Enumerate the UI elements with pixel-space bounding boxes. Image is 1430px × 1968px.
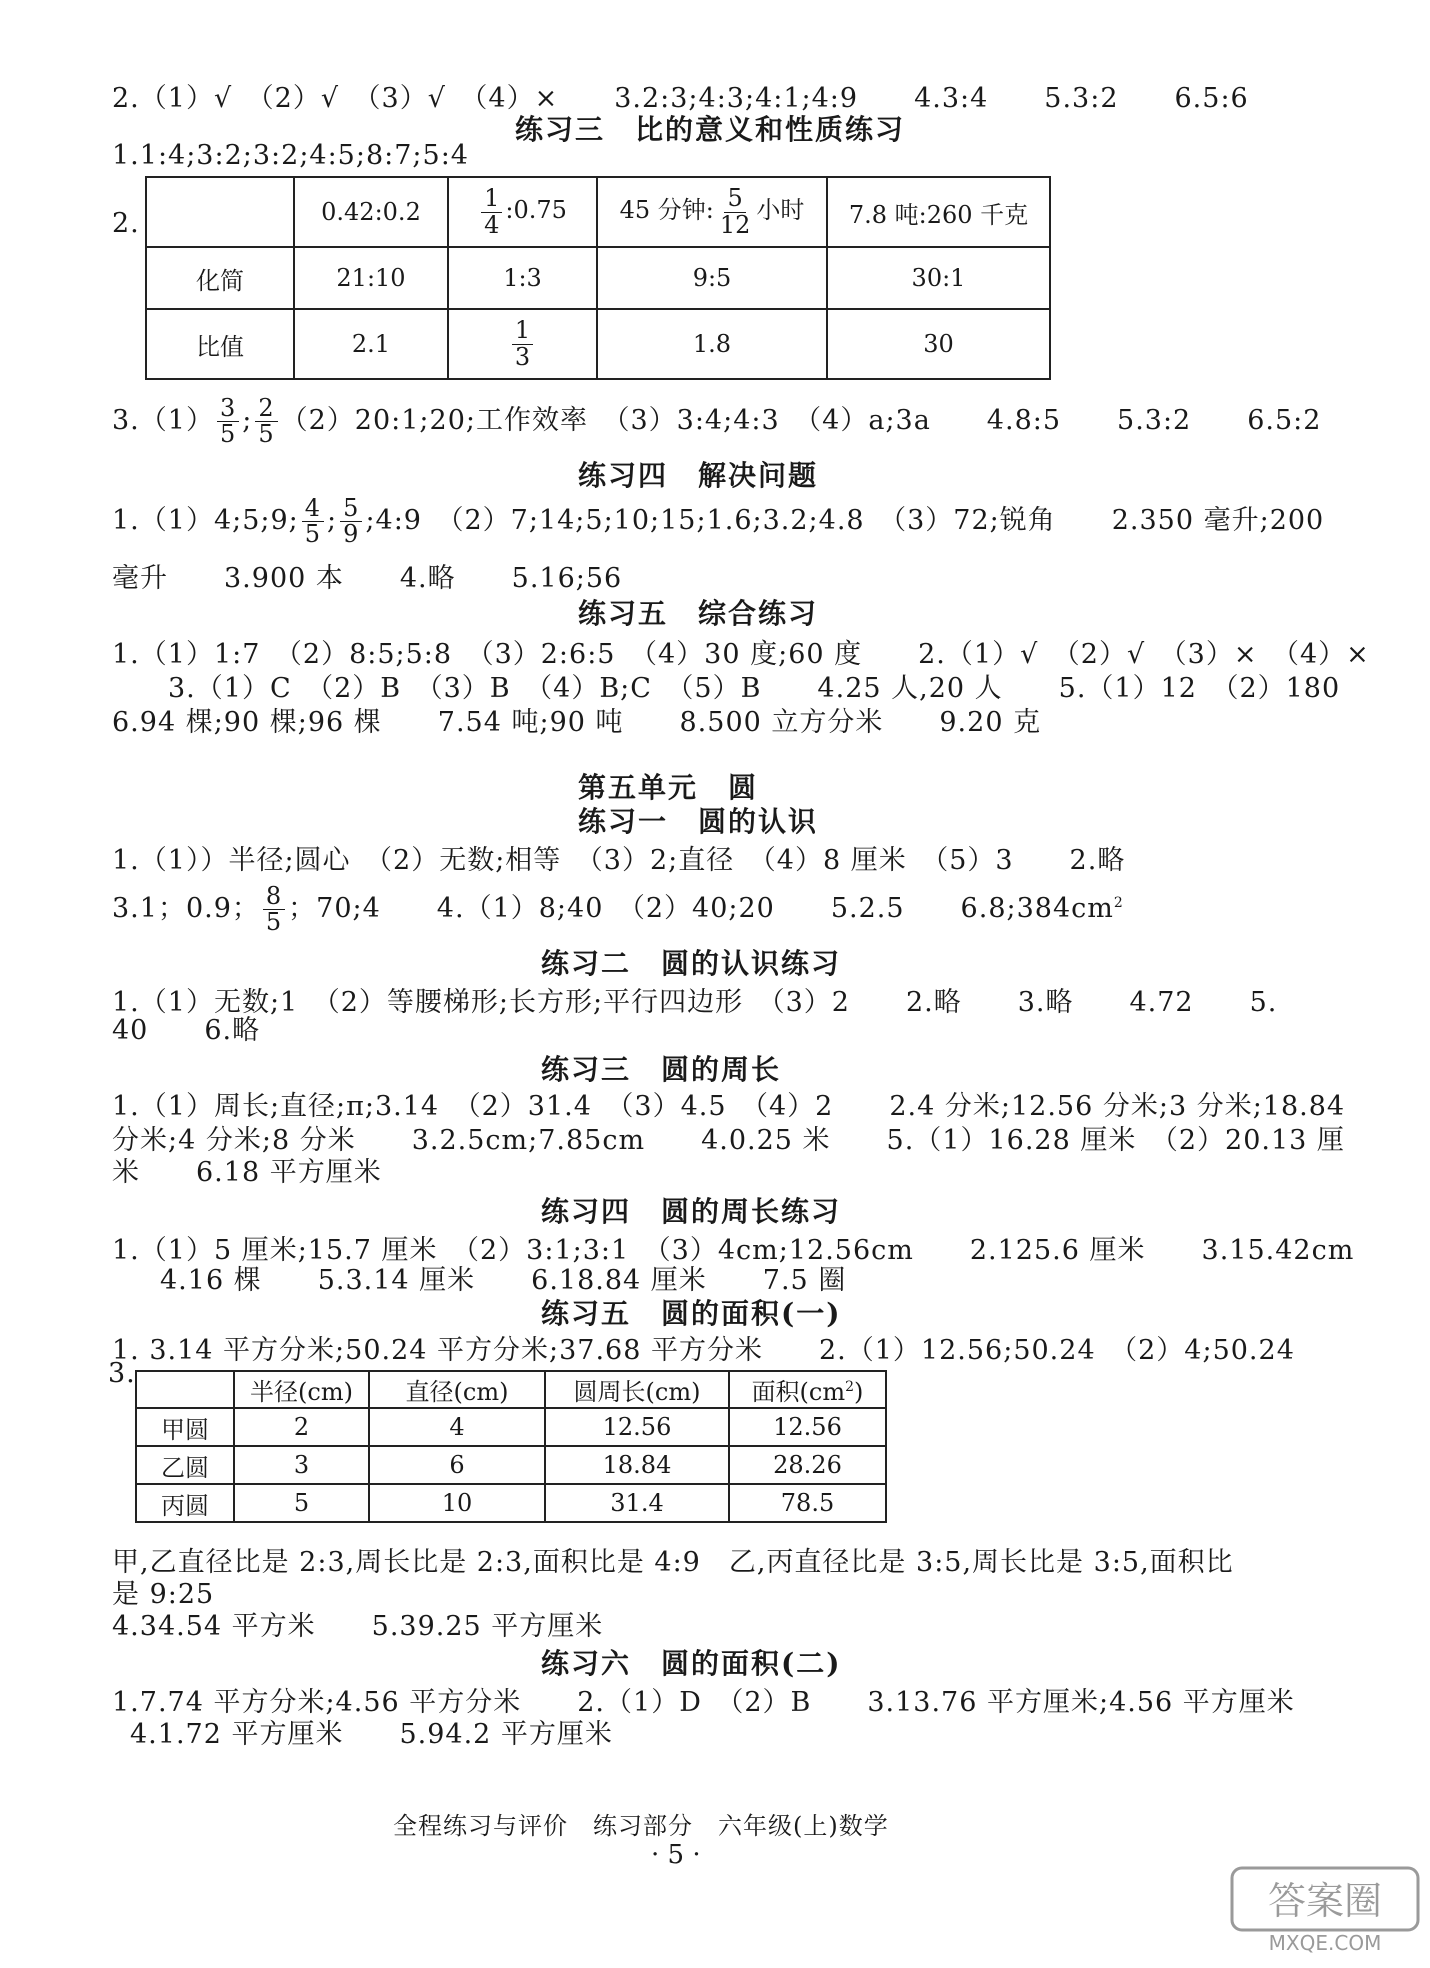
table-cell: 12.56 — [545, 1408, 729, 1446]
answer-line: 甲,乙直径比是 2:3,周长比是 2:3,面积比是 4:9 乙,丙直径比是 3:5,周长比是 3:5,面积比 — [112, 1547, 1234, 1578]
table-cell: 圆周长(cm) — [545, 1371, 729, 1408]
answer-line: 1.（1）5 厘米;15.7 厘米 （2）3:1;3:1 （3）4cm;12.56cm 2.125.6 厘米 3.15.42cm — [112, 1235, 1355, 1266]
answer-line: 3.（1） $\frac{3}{5}$ ; $\frac{2}{5}$ （2）20:1;20;工作效率 （3）3:4;4:3 （4）a;3a 4.8:5 5.3:2 6.5:2 — [112, 394, 1322, 449]
answer-line: 米 6.18 平方厘米 — [112, 1157, 382, 1188]
circle-table — [135, 1370, 887, 1523]
fraction: $\frac{3}{5}$ — [217, 396, 239, 447]
table-cell: 9:5 — [597, 247, 827, 309]
table-cell: 2 — [234, 1408, 369, 1446]
table-cell: 0.42:0.2 — [294, 177, 448, 247]
table-cell: 3 — [234, 1446, 369, 1484]
section-heading: 练习四 解决问题 — [578, 459, 819, 492]
table-cell: 18.84 — [545, 1446, 729, 1484]
table-cell: 1.8 — [597, 309, 827, 379]
table-cell: 6 — [369, 1446, 545, 1484]
svg-text:MXQE.COM: MXQE.COM — [1268, 1931, 1382, 1955]
table-cell: 45 分钟: $\frac{5}{12}$ 小时 — [597, 177, 827, 247]
answer-line: 6.94 棵;90 棵;96 棵 7.54 吨;90 吨 8.500 立方分米 9.20 克 — [112, 707, 1042, 738]
table-cell — [146, 177, 294, 247]
table-cell: 化简 — [146, 247, 294, 309]
table-cell: 28.26 — [729, 1446, 886, 1484]
section-heading: 练习一 圆的认识 — [578, 805, 819, 838]
section-heading: 练习四 圆的周长练习 — [541, 1195, 842, 1228]
fraction: $\frac{5}{12}$ — [719, 184, 751, 239]
table-cell: 乙圆 — [136, 1446, 234, 1484]
answer-line: 1.（1）1:7 （2）8:5;5:8 （3）2:6:5 （4）30 度;60 度 2.（1）√ （2）√ （3）× （4）× — [112, 639, 1370, 670]
answer-line: 3.（1）C （2）B （3）B （4）B;C （5）B 4.25 人,20 人 5.（1）12 （2）180 — [168, 673, 1341, 704]
section-heading: 练习三 圆的周长 — [541, 1053, 782, 1086]
table-cell: 30 — [827, 309, 1050, 379]
table-cell: 30:1 — [827, 247, 1050, 309]
table-cell: 比值 — [146, 309, 294, 379]
fraction: $\frac{1}{4}$ — [481, 186, 502, 237]
table-cell: 78.5 — [729, 1484, 886, 1522]
section-heading: 练习三 比的意义和性质练习 — [515, 113, 906, 146]
answer-line: 1.（1）4;5;9; $\frac{4}{5}$ ; $\frac{5}{9}$ ;4:9 （2）7;14;5;10;15;1.6;3.2;4.8 （3）72;锐角 2.350 毫升;200 — [112, 494, 1325, 549]
watermark-icon — [1230, 1862, 1420, 1958]
answer-line: 1.（1））半径;圆心 （2）无数;相等 （3）2;直径 （4）8 厘米 （5）3 2.略 — [112, 845, 1126, 876]
table-cell: 7.8 吨:260 千克 — [827, 177, 1050, 247]
table-cell: 12.56 — [729, 1408, 886, 1446]
answer-line: 1.7.74 平方分米;4.56 平方分米 2.（1）D （2）B 3.13.76 平方厘米;4.56 平方厘米 — [112, 1687, 1295, 1718]
answer-line: 是 9:25 — [112, 1579, 215, 1610]
fraction: $\frac{1}{3}$ — [512, 318, 533, 369]
fraction: $\frac{4}{5}$ — [302, 496, 324, 547]
table-cell: 4 — [369, 1408, 545, 1446]
table-cell: 丙圆 — [136, 1484, 234, 1522]
section-heading: 练习二 圆的认识练习 — [541, 947, 842, 980]
answer-line: 4.34.54 平方米 5.39.25 平方厘米 — [112, 1611, 604, 1642]
fraction: $\frac{5}{9}$ — [340, 496, 362, 547]
answer-line: 分米;4 分米;8 分米 3.2.5cm;7.85cm 4.0.25 米 5.（1）16.28 厘米 （2）20.13 厘 — [112, 1125, 1345, 1156]
section-heading: 练习五 圆的面积(一) — [541, 1297, 842, 1330]
page-number: · 5 · — [651, 1840, 701, 1870]
page-footer: 全程练习与评价 练习部分 六年级(上)数学 — [393, 1812, 889, 1840]
svg-text:答案圈: 答案圈 — [1267, 1879, 1383, 1923]
table-cell: 甲圆 — [136, 1408, 234, 1446]
table-cell: 21:10 — [294, 247, 448, 309]
answer-line: 3.1；0.9； $\frac{8}{5}$ ；70;4 4.（1）8;40 （2）40;20 5.2.5 $6.8;384cm^2$ — [112, 882, 1124, 937]
question-number: 2. — [112, 208, 140, 239]
table-cell: 1:3 — [448, 247, 597, 309]
question-number: 3. — [108, 1358, 136, 1389]
table-cell — [448, 309, 597, 379]
table-cell — [136, 1371, 234, 1408]
answer-line: 1. 3.14 平方分米;50.24 平方分米;37.68 平方分米 2.（1）12.56;50.24 （2）4;50.24 — [112, 1335, 1295, 1366]
table-cell: 面积$(cm^2)$ — [729, 1371, 886, 1408]
table-cell: 2.1 — [294, 309, 448, 379]
answer-line: 1.（1）周长;直径;π;3.14 （2）31.4 （3）4.5 （4）2 2.4 分米;12.56 分米;3 分米;18.84 — [112, 1091, 1346, 1122]
section-heading: 练习六 圆的面积(二) — [541, 1647, 842, 1680]
answer-line: 40 6.略 — [112, 1015, 261, 1046]
answer-line: 4.16 棵 5.3.14 厘米 6.18.84 厘米 7.5 圈 — [160, 1265, 847, 1296]
watermark-logo — [1230, 1862, 1420, 1958]
ratio-table — [145, 176, 1051, 380]
table-cell: 5 — [234, 1484, 369, 1522]
section-heading: 练习五 综合练习 — [578, 597, 819, 630]
table-cell: 10 — [369, 1484, 545, 1522]
fraction: $\frac{8}{5}$ — [263, 884, 285, 935]
answer-line: 4.1.72 平方厘米 5.94.2 平方厘米 — [130, 1719, 613, 1750]
unit-heading: 第五单元 圆 — [578, 771, 759, 804]
answer-line: 1.（1）无数;1 （2）等腰梯形;长方形;平行四边形 （3）2 2.略 3.略 4.72 5. — [112, 987, 1278, 1018]
answer-line: 毫升 3.900 本 4.略 5.16;56 — [112, 563, 623, 594]
table-cell: 直径(cm) — [369, 1371, 545, 1408]
answer-line: 2.（1）√ （2）√ （3）√ （4）× 3.2:3;4:3;4:1;4:9 4.3:4 5.3:2 6.5:6 — [112, 83, 1249, 114]
fraction: $\frac{2}{5}$ — [255, 396, 277, 447]
table-cell: $\frac{1}{4}$ :0.75 — [448, 177, 597, 247]
table-cell: 31.4 — [545, 1484, 729, 1522]
table-cell: 半径(cm) — [234, 1371, 369, 1408]
answer-line: 1.1:4;3:2;3:2;4:5;8:7;5:4 — [112, 140, 469, 171]
